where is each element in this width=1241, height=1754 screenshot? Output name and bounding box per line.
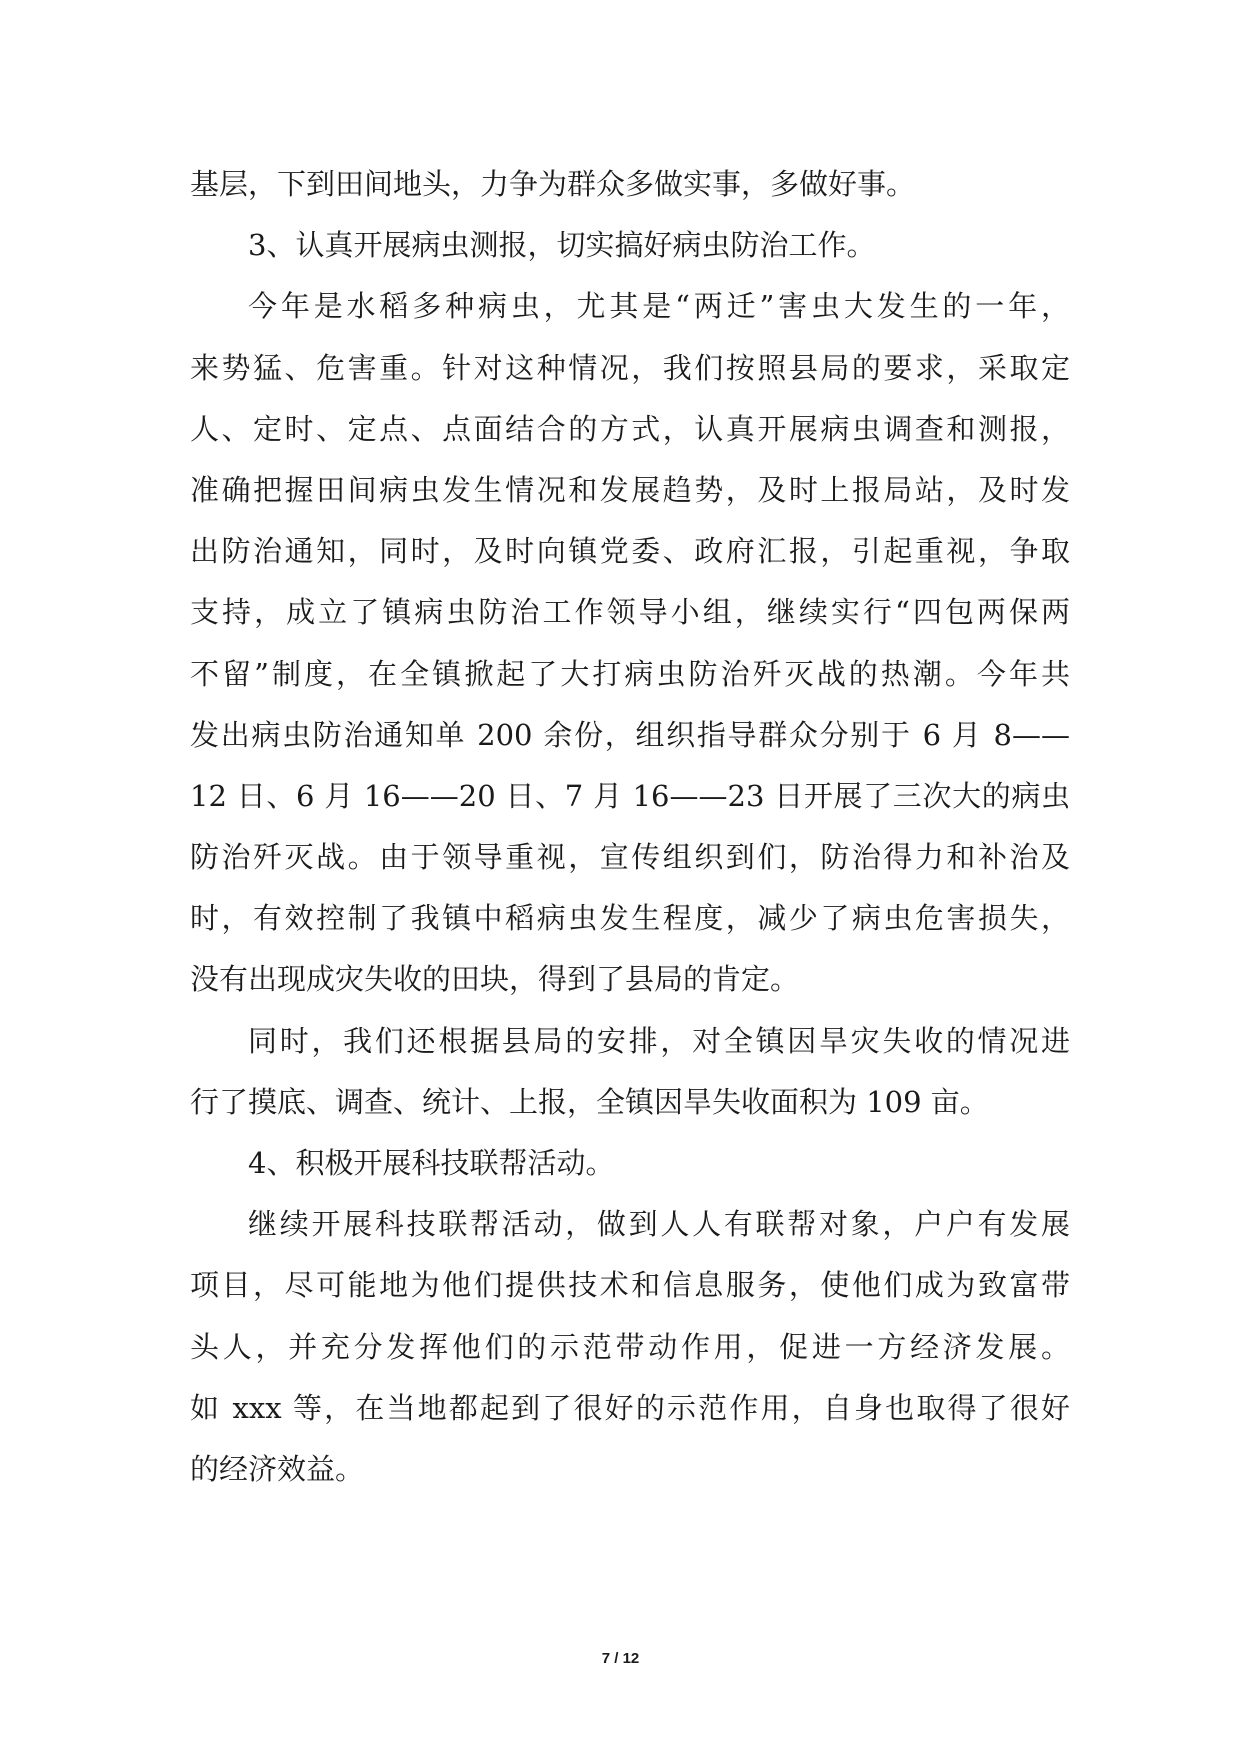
text-line: 人、定时、定点、点面结合的方式，认真开展病虫调查和测报，: [190, 411, 1070, 446]
text-line: 不留”制度，在全镇掀起了大打病虫防治歼灭战的热潮。今年共: [190, 656, 1070, 691]
text-line: 行了摸底、调查、统计、上报，全镇因旱失收面积为 109 亩。: [190, 1084, 989, 1119]
text-line: 今年是水稻多种病虫，尤其是“两迁”害虫大发生的一年，: [248, 289, 1070, 324]
text-line: 的经济效益。: [190, 1451, 365, 1486]
text-line: 时，有效控制了我镇中稻病虫发生程度，减少了病虫危害损失，: [190, 901, 1070, 936]
text-line: 没有出现成灾失收的田块，得到了县局的肯定。: [190, 962, 800, 997]
text-line: 如 xxx 等，在当地都起到了很好的示范作用，自身也取得了很好: [190, 1390, 1070, 1425]
text-line: 来势猛、危害重。针对这种情况，我们按照县局的要求，采取定: [190, 350, 1070, 385]
text-line: 同时，我们还根据县局的安排，对全镇因旱灾失收的情况进: [248, 1023, 1070, 1058]
text-line: 项目，尽可能地为他们提供技术和信息服务，使他们成为致富带: [190, 1268, 1070, 1303]
text-line: 出防治通知，同时，及时向镇党委、政府汇报，引起重视，争取: [190, 534, 1070, 569]
text-line: 防治歼灭战。由于领导重视，宣传组织到们，防治得力和补治及: [190, 840, 1070, 875]
text-line: 4、积极开展科技联帮活动。: [248, 1146, 615, 1180]
text-line: 支持，成立了镇病虫防治工作领导小组，继续实行“四包两保两: [190, 595, 1070, 630]
text-line: 头人，并充分发挥他们的示范带动作用，促进一方经济发展。: [190, 1329, 1070, 1364]
page-number: 7 / 12: [601, 1650, 640, 1667]
text-line: 3、认真开展病虫测报，切实搞好病虫防治工作。: [248, 228, 876, 263]
text-line: 基层，下到田间地头，力争为群众多做实事，多做好事。: [190, 167, 916, 201]
text-line: 发出病虫防治通知单 200 余份，组织指导群众分别于 6 月 8——: [190, 717, 1070, 752]
text-line: 继续开展科技联帮活动，做到人人有联帮对象，户户有发展: [248, 1207, 1070, 1242]
text-line: 准确把握田间病虫发生情况和发展趋势，及时上报局站，及时发: [190, 472, 1070, 507]
text-line: 12 日、6 月 16——20 日、7 月 16——23 日开展了三次大的病虫: [190, 778, 1070, 813]
document-body: [190, 154, 1070, 1500]
